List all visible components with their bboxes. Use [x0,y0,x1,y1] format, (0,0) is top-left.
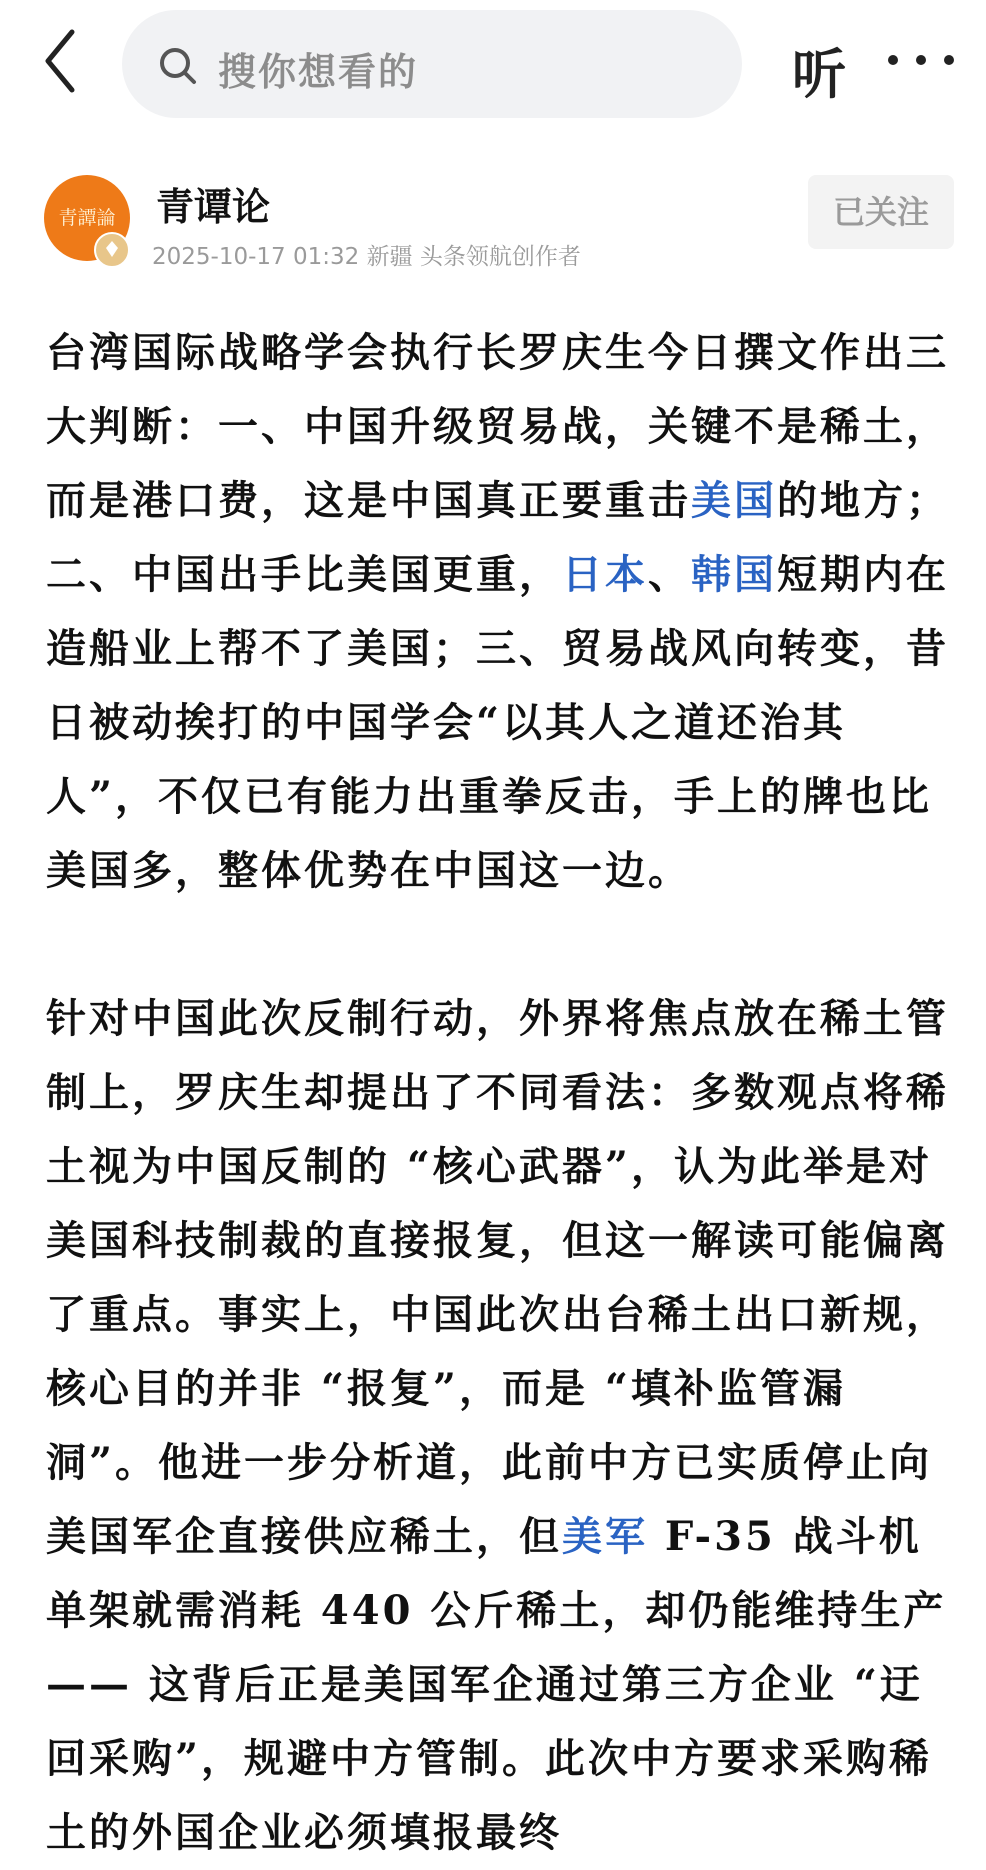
creator-badge-icon [94,232,130,268]
article-text: 的地方；二、中国出手比美国更重， [46,477,949,598]
article-paragraph [46,982,956,1870]
article-text: 、 [648,551,691,598]
article-body [46,316,956,1870]
article-entity-link[interactable]: 美国 [691,477,777,524]
listen-button[interactable]: 听 [792,42,846,106]
author-name[interactable]: 青谭论 [156,184,271,229]
article-paragraph [46,316,956,908]
follow-button[interactable]: 已关注 [808,175,954,249]
article-entity-link[interactable]: 美军 [562,1513,648,1560]
top-bar [0,0,986,120]
article-text: 台湾国际战略学会执行长罗庆生今日撰文作出三大判断：一、中国升级贸易战，关键不是稀土，而是港口费，这是中国真正要重击 [46,329,949,524]
back-button[interactable] [40,26,100,96]
author-row [0,120,986,270]
article-entity-link[interactable]: 日本 [562,551,648,598]
search-bar[interactable] [122,10,742,118]
article-text: F-35 战斗机单架就需消耗 440 公斤稀土，却仍能维持生产 —— 这背后正是美国军企通过第三方企业 “迂回采购”，规避中方管制。此次中方要求采购稀土的外国企业必须填报最终 [46,1513,947,1856]
back-arrow-icon [40,26,80,96]
search-icon [158,46,198,86]
article-text: 针对中国此次反制行动，外界将焦点放在稀土管制上，罗庆生却提出了不同看法：多数观点将稀土视为中国反制的 “核心武器”，认为此举是对美国科技制裁的直接报复，但这一解读可能偏离了重点。事实上，中国此次出台稀土出口新规，核心目的并非 “报复”，而是 “填补监管漏洞”。他进一步分析道，此前中方已实质停止向美国军企直接供应稀土，但 [46,995,949,1560]
article-entity-link[interactable]: 韩国 [691,551,777,598]
search-placeholder: 搜你想看的 [218,50,419,94]
article-text: 短期内在造船业上帮不了美国；三、贸易战风向转变，昔日被动挨打的中国学会“以其人之道还治其人”，不仅已有能力出重拳反击，手上的牌也比美国多，整体优势在中国这一边。 [46,551,949,894]
more-options-icon[interactable] [888,55,968,69]
author-meta: 2025-10-17 01:32 新疆 头条领航创作者 [152,244,581,270]
avatar-logo-text: 青譚論 [58,207,116,229]
